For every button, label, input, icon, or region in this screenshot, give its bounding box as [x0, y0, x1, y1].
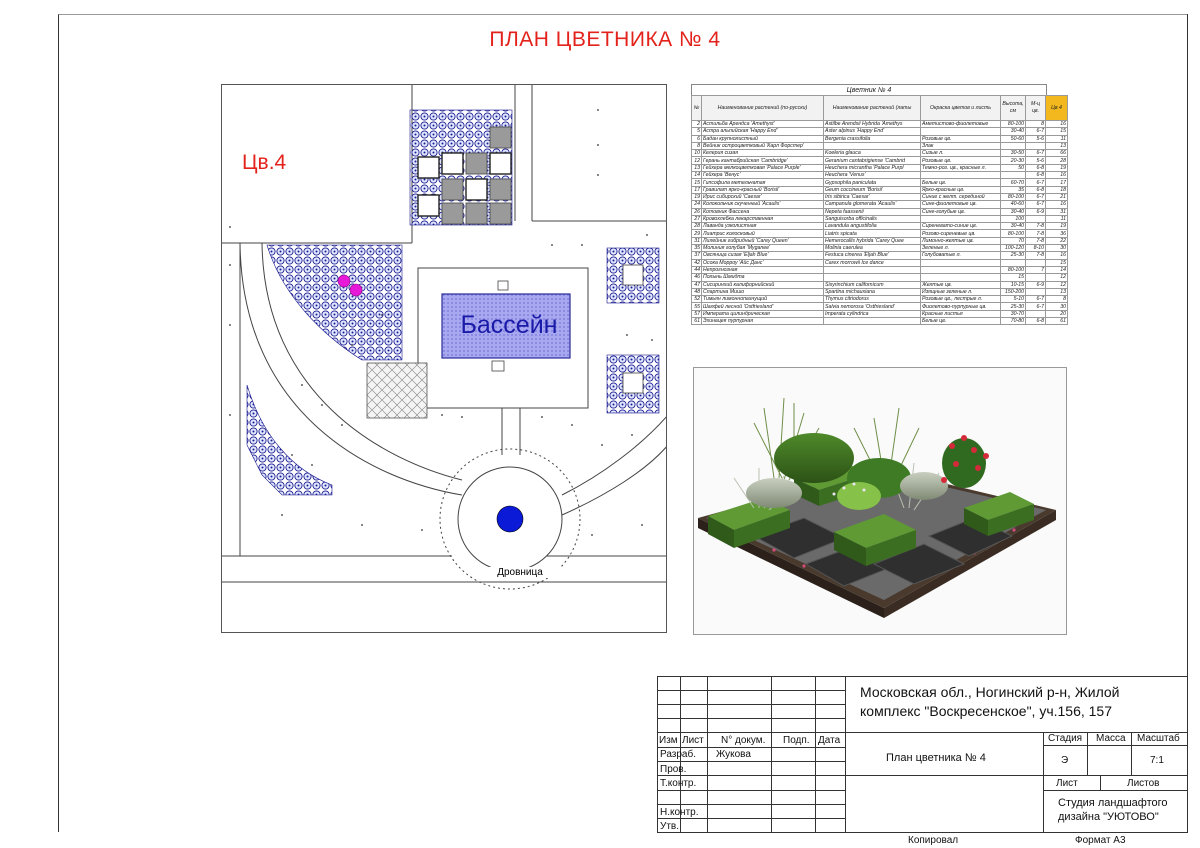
table-row	[692, 266, 1068, 273]
cell-name-ru: Молиния голубая 'Myganee'	[702, 245, 824, 252]
cell-name-lat: Gypsophila paniculata	[824, 179, 921, 186]
cell-name-lat: Aster alpinus 'Happy End'	[824, 128, 921, 135]
cell-count: 31	[1046, 208, 1068, 215]
cell-color: Сине-голубые цв.	[921, 208, 1001, 215]
stage-value: Э	[1061, 755, 1069, 766]
table-row	[692, 310, 1068, 317]
cell-count: 15	[1046, 259, 1068, 266]
cell-count: 11	[1046, 215, 1068, 222]
cell-color	[921, 172, 1001, 179]
cell-color: Злак	[921, 142, 1001, 149]
cell-number: 46	[692, 274, 702, 281]
cell-number: 48	[692, 288, 702, 295]
cell-bloom-month: 7	[1026, 266, 1046, 273]
cell-number: 61	[692, 318, 702, 325]
cell-height: 30-50	[1001, 150, 1026, 157]
cell-bloom-month: 7-8	[1026, 223, 1046, 230]
cell-number: 47	[692, 281, 702, 288]
cell-name-lat: Carex morrowii Ice dance	[824, 259, 921, 266]
cell-height: 40-60	[1001, 201, 1026, 208]
cell-bloom-month	[1026, 142, 1046, 149]
cell-name-ru: Овсяница сизая 'Eljah Blue'	[702, 252, 824, 259]
col-date-label: Дата	[818, 735, 841, 746]
project-address	[860, 683, 1190, 721]
table-row	[692, 259, 1068, 266]
cell-number: 6	[692, 135, 702, 142]
cell-count: 18	[1046, 186, 1068, 193]
cell-height: 50	[1001, 164, 1026, 171]
cell-height: 35	[1001, 186, 1026, 193]
cell-color: Желтые цв.	[921, 281, 1001, 288]
col-name-lat-header: Наименование растений (латы	[824, 96, 921, 121]
sheets-label: Листов	[1127, 778, 1160, 789]
cell-count: 19	[1046, 164, 1068, 171]
cell-name-lat: Salvia nemorosa 'Ostfriesland'	[824, 303, 921, 310]
drawing-name: План цветника № 4	[886, 752, 986, 764]
cell-name-lat: Sisyrinchium californicum	[824, 281, 921, 288]
cell-name-lat: Astilbe Arendsii Hybrida 'Amethys	[824, 121, 921, 128]
cell-name-lat: Iris sibirica 'Caesar'	[824, 193, 921, 200]
cell-number: 28	[692, 223, 702, 230]
cell-name-lat: Spartina michauxiana	[824, 288, 921, 295]
cell-height: 100-120	[1001, 245, 1026, 252]
cell-count: 66	[1046, 150, 1068, 157]
cell-count: 12	[1046, 281, 1068, 288]
cell-number: 26	[692, 208, 702, 215]
cell-count: 16	[1046, 172, 1068, 179]
table-row	[692, 179, 1068, 186]
cell-name-ru: Гейхера мелкоцветковая 'Palace Purple'	[702, 164, 824, 171]
cell-number: 2	[692, 121, 702, 128]
cell-name-lat: Geum coccineum 'Borisii'	[824, 186, 921, 193]
cell-number: 14	[692, 172, 702, 179]
cell-color: Лимонно-желтые цв.	[921, 237, 1001, 244]
cell-bloom-month: 6-7	[1026, 150, 1046, 157]
cell-bloom-month: 6-9	[1026, 208, 1046, 215]
cell-height	[1001, 172, 1026, 179]
flower-bed-3d-illustration	[694, 368, 1066, 634]
cell-count: 21	[1046, 193, 1068, 200]
cell-count: 14	[1046, 266, 1068, 273]
cell-bloom-month: 7-8	[1026, 237, 1046, 244]
cell-name-lat: Liatris spicata	[824, 230, 921, 237]
cell-color	[921, 128, 1001, 135]
cell-name-ru: Спартина Мишо	[702, 288, 824, 295]
cell-number: 10	[692, 150, 702, 157]
cell-name-lat	[824, 274, 921, 281]
cell-height: 60-70	[1001, 179, 1026, 186]
cell-number: 31	[692, 237, 702, 244]
cell-color: Фиолетово-пурпурные цв.	[921, 303, 1001, 310]
pool-label: Бассейн	[460, 311, 558, 339]
cell-count: 19	[1046, 223, 1068, 230]
cell-number: 13	[692, 164, 702, 171]
scale-value: 7:1	[1150, 755, 1164, 766]
table-row	[692, 121, 1068, 128]
flower-bed-3d-render	[693, 367, 1067, 635]
table-row	[692, 281, 1068, 288]
role-norm-control: Н.контр.	[660, 807, 699, 818]
role-checked: Пров.	[660, 764, 687, 775]
cell-name-ru: Бадан крупнолистный	[702, 135, 824, 142]
cell-name-ru: Герань кантабрийская 'Cambridge'	[702, 157, 824, 164]
cell-bloom-month: 6-7	[1026, 179, 1046, 186]
cell-bloom-month: 6-7	[1026, 193, 1046, 200]
cell-name-ru: Непрогнозная	[702, 266, 824, 273]
cell-bloom-month: 6-8	[1026, 318, 1046, 325]
cell-name-ru: Сисиринхий калифорнийский	[702, 281, 824, 288]
cell-name-ru: Полынь Шмидта	[702, 274, 824, 281]
cell-name-ru: Гравилат ярко-красный 'Borisii'	[702, 186, 824, 193]
page-title: ПЛАН ЦВЕТНИКА № 4	[489, 28, 721, 51]
cell-color: Красные листья	[921, 310, 1001, 317]
col-bloom-month-header: М-ц цв.	[1026, 96, 1046, 121]
cell-name-ru: Лаванда узколистная	[702, 223, 824, 230]
col-height-header: Высота, см	[1001, 96, 1026, 121]
cell-bloom-month: 6-7	[1026, 128, 1046, 135]
cell-bloom-month: 6-8	[1026, 172, 1046, 179]
cell-number: 17	[692, 186, 702, 193]
format-label: Формат А3	[1075, 835, 1126, 846]
cell-count: 20	[1046, 310, 1068, 317]
cell-height: 80-100	[1001, 121, 1026, 128]
stage-label: Стадия	[1048, 733, 1083, 744]
cell-bloom-month: 8	[1026, 121, 1046, 128]
cell-count: 36	[1046, 230, 1068, 237]
cell-number: 37	[692, 252, 702, 259]
flower-bed-label: Цв.4	[242, 151, 287, 174]
cell-color: Розовые цв.	[921, 157, 1001, 164]
table-row	[692, 318, 1068, 325]
cell-height: 70-80	[1001, 318, 1026, 325]
cell-color: Сизые л.	[921, 150, 1001, 157]
cell-count: 16	[1046, 121, 1068, 128]
cell-count: 16	[1046, 201, 1068, 208]
cell-height: 50-60	[1001, 135, 1026, 142]
copied-label: Копировал	[908, 835, 959, 846]
cell-color: Сине-фиолетовые цв.	[921, 201, 1001, 208]
cell-height: 70	[1001, 237, 1026, 244]
cell-name-ru: Императа цилиндрическая	[702, 310, 824, 317]
plant-table-grid	[691, 95, 1068, 325]
cell-bloom-month	[1026, 274, 1046, 281]
cell-number: 52	[692, 296, 702, 303]
table-row	[692, 237, 1068, 244]
cell-height: 80-100	[1001, 266, 1026, 273]
cell-count: 13	[1046, 142, 1068, 149]
mass-label: Масса	[1096, 733, 1126, 744]
cell-bloom-month	[1026, 259, 1046, 266]
cell-name-lat	[824, 318, 921, 325]
scale-label: Масштаб	[1137, 733, 1180, 744]
cell-number: 29	[692, 230, 702, 237]
woodshed-label: Дровница	[480, 567, 560, 578]
cell-height: 80-100	[1001, 230, 1026, 237]
cell-height: 5-10	[1001, 296, 1026, 303]
cell-bloom-month	[1026, 288, 1046, 295]
table-row	[692, 193, 1068, 200]
cell-color: Ярко-красные цв.	[921, 186, 1001, 193]
cell-bloom-month	[1026, 215, 1046, 222]
cell-name-lat: Molinia caerulea	[824, 245, 921, 252]
cell-name-lat: Koeleria glauca	[824, 150, 921, 157]
studio-name-line2: дизайна "УЮТОВО"	[1058, 811, 1159, 823]
table-row	[692, 164, 1068, 171]
cell-name-ru: Вейник остроцветковый 'Карл Форстер'	[702, 142, 824, 149]
cell-name-lat	[824, 266, 921, 273]
cell-number: 19	[692, 193, 702, 200]
cell-count: 17	[1046, 179, 1068, 186]
col-izm-label: Изм	[659, 735, 678, 746]
cell-bloom-month: 7-8	[1026, 252, 1046, 259]
cell-name-ru: Ирис сибирский 'Caesar'	[702, 193, 824, 200]
cell-name-ru: Астильба Арендса 'Amethyst'	[702, 121, 824, 128]
table-row	[692, 201, 1068, 208]
table-row	[692, 128, 1068, 135]
cell-color	[921, 259, 1001, 266]
cell-name-lat: Bergenia crassifolia	[824, 135, 921, 142]
cell-height	[1001, 142, 1026, 149]
cell-number: 55	[692, 303, 702, 310]
cell-color: Темно-роз. цв., красные л.	[921, 164, 1001, 171]
cell-name-lat: Thymus citriodorus	[824, 296, 921, 303]
cell-bloom-month: 6-8	[1026, 164, 1046, 171]
cell-color	[921, 274, 1001, 281]
col-color-header: Окраска цветов и листь	[921, 96, 1001, 121]
cell-number: 12	[692, 157, 702, 164]
cell-color: Аметистово-фиолетовые	[921, 121, 1001, 128]
cell-name-lat: Hemerocallis hybrida 'Carey Quee	[824, 237, 921, 244]
cell-height: 25-30	[1001, 252, 1026, 259]
cell-name-ru: Гипсофила метельчатая	[702, 179, 824, 186]
plant-table-header-row	[692, 96, 1068, 121]
cell-count: 30	[1046, 245, 1068, 252]
cell-count: 12	[1046, 274, 1068, 281]
cell-bloom-month: 7-8	[1026, 230, 1046, 237]
cell-name-ru: Осока Морроу 'Айс Данс'	[702, 259, 824, 266]
cell-name-ru: Эхинацея пурпурная	[702, 318, 824, 325]
table-row	[692, 135, 1068, 142]
cell-count: 28	[1046, 157, 1068, 164]
cell-number: 44	[692, 266, 702, 273]
cell-height: 10-15	[1001, 281, 1026, 288]
cell-bloom-month: 6-7	[1026, 303, 1046, 310]
cell-color	[921, 266, 1001, 273]
cell-bloom-month	[1026, 310, 1046, 317]
cell-count: 13	[1046, 288, 1068, 295]
cell-name-ru: Тимьян лимоннопахнущий	[702, 296, 824, 303]
table-row	[692, 288, 1068, 295]
cell-count: 11	[1046, 135, 1068, 142]
table-row	[692, 208, 1068, 215]
cell-color: Розовые цв.	[921, 135, 1001, 142]
cell-color: Белые цв.	[921, 318, 1001, 325]
cell-bloom-month: 5-6	[1026, 135, 1046, 142]
cell-color	[921, 215, 1001, 222]
col-number-header: №	[692, 96, 702, 121]
project-address-line1: Московская обл., Ногинский р-н, Жилой	[860, 684, 1120, 700]
cell-count: 15	[1046, 128, 1068, 135]
cell-number: 24	[692, 201, 702, 208]
cell-height: 30-40	[1001, 128, 1026, 135]
developer-name: Жукова	[716, 749, 751, 760]
cell-name-lat: Imperata cylindrica	[824, 310, 921, 317]
col-sheet-label: Лист	[682, 735, 704, 746]
cell-color: Сиреневато-синие цв.	[921, 223, 1001, 230]
cell-number: 8	[692, 142, 702, 149]
table-row	[692, 252, 1068, 259]
cell-name-ru: Лиатрис колосковый	[702, 230, 824, 237]
cell-height: 30-40	[1001, 208, 1026, 215]
cell-name-lat: Lavandula angustifolia	[824, 223, 921, 230]
col-count-header: Цв 4	[1046, 96, 1068, 121]
col-sign-label: Подп.	[783, 735, 810, 746]
table-row	[692, 172, 1068, 179]
cell-name-lat: Festuca cinerea 'Eljah Blue'	[824, 252, 921, 259]
cell-height	[1001, 259, 1026, 266]
cell-name-lat: Nepeta faassenii	[824, 208, 921, 215]
cell-bloom-month: 6-7	[1026, 296, 1046, 303]
cell-color: Зеленые л.	[921, 245, 1001, 252]
cell-count: 61	[1046, 318, 1068, 325]
cell-name-ru: Котовник Фассена	[702, 208, 824, 215]
table-row	[692, 157, 1068, 164]
cell-height: 25-30	[1001, 303, 1026, 310]
cell-number: 5	[692, 128, 702, 135]
cell-count: 16	[1046, 252, 1068, 259]
cell-color: Изящные зеленые л.	[921, 288, 1001, 295]
cell-name-ru: Лилейник гибридный 'Carey Queen'	[702, 237, 824, 244]
cell-number: 42	[692, 259, 702, 266]
cell-number: 35	[692, 245, 702, 252]
col-name-ru-header: Наименование растений (по-русски)	[702, 96, 824, 121]
cell-color: Розово-сиреневые цв.	[921, 230, 1001, 237]
cell-bloom-month: 5-6	[1026, 157, 1046, 164]
role-approved: Утв.	[660, 821, 680, 832]
plant-table-title: Цветник № 4	[691, 84, 1047, 95]
cell-name-ru: Келерия сизая	[702, 150, 824, 157]
cell-name-lat	[824, 142, 921, 149]
site-plan-drawing	[222, 85, 667, 633]
cell-height: 100	[1001, 215, 1026, 222]
cell-count: 30	[1046, 303, 1068, 310]
cell-name-ru: Кровохлебка лекарственная	[702, 215, 824, 222]
cell-count: 8	[1046, 296, 1068, 303]
sheet-label: Лист	[1056, 778, 1078, 789]
table-row	[692, 186, 1068, 193]
cell-name-ru: Астра альпийская 'Happy End'	[702, 128, 824, 135]
cell-name-lat: Heuchera 'Venus'	[824, 172, 921, 179]
col-doc-label: N° докум.	[721, 735, 766, 746]
table-row	[692, 245, 1068, 252]
table-row	[692, 150, 1068, 157]
cell-name-lat: Geranium cantabrigiense 'Cambrid	[824, 157, 921, 164]
table-row	[692, 215, 1068, 222]
table-row	[692, 142, 1068, 149]
cell-number: 27	[692, 215, 702, 222]
table-row	[692, 296, 1068, 303]
cell-name-lat: Sanguisorba officinalis	[824, 215, 921, 222]
role-developer: Разраб.	[660, 749, 697, 760]
project-address-line2: комплекс "Воскресенское", уч.156, 157	[860, 703, 1112, 719]
table-row	[692, 230, 1068, 237]
cell-name-ru: Шалфей лесной 'Ostfriesland'	[702, 303, 824, 310]
cell-height: 30-70	[1001, 310, 1026, 317]
site-plan	[221, 84, 667, 633]
cell-height: 20-30	[1001, 157, 1026, 164]
cell-bloom-month: 6-9	[1026, 281, 1046, 288]
cell-color: Синие с желт. серединой	[921, 193, 1001, 200]
table-row	[692, 303, 1068, 310]
cell-color: Белые цв.	[921, 179, 1001, 186]
cell-bloom-month: 6-8	[1026, 186, 1046, 193]
studio-name-line1: Студия ландшафтого	[1058, 797, 1168, 809]
cell-height: 15	[1001, 274, 1026, 281]
plant-table	[691, 84, 1067, 356]
cell-name-ru: Гейхера 'Венус'	[702, 172, 824, 179]
cell-name-lat: Heuchera micrantha 'Palace Purpl	[824, 164, 921, 171]
cell-name-lat: Campanula glomerata 'Acaulis'	[824, 201, 921, 208]
cell-bloom-month: 8-10	[1026, 245, 1046, 252]
cell-bloom-month: 6-7	[1026, 201, 1046, 208]
cell-number: 57	[692, 310, 702, 317]
table-row	[692, 274, 1068, 281]
plant-table-body	[692, 121, 1068, 325]
role-tech-control: Т.контр.	[660, 778, 697, 789]
cell-height: 80-100	[1001, 193, 1026, 200]
cell-count: 22	[1046, 237, 1068, 244]
cell-color: Розовые цв., пестрые л.	[921, 296, 1001, 303]
cell-number: 15	[692, 179, 702, 186]
cell-name-ru: Колокольчик скученный 'Acaulis'	[702, 201, 824, 208]
cell-height: 150-200	[1001, 288, 1026, 295]
cell-color: Голубоватые л.	[921, 252, 1001, 259]
cell-height: 30-40	[1001, 223, 1026, 230]
table-row	[692, 223, 1068, 230]
